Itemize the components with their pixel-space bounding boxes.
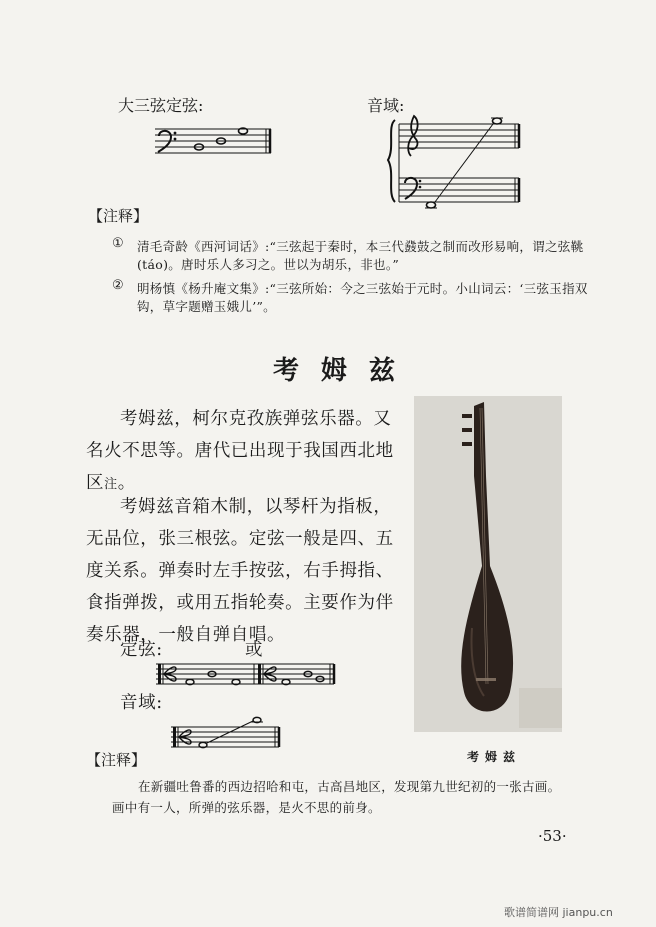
- photo-caption: 考姆兹: [467, 750, 522, 764]
- section-title: 考姆兹: [273, 356, 418, 386]
- page-number: ·53·: [538, 827, 567, 845]
- komuz-range-staff: [171, 725, 283, 751]
- komuz-tuning-label: 定弦:: [120, 640, 163, 660]
- paragraph-line: 考姆兹，柯尔克孜族弹弦乐器。又: [120, 409, 392, 429]
- watermark: 歌谱简谱网 jianpu.cn: [504, 906, 613, 919]
- note-number: ①: [112, 236, 124, 251]
- note-text: 钩，草字题赠玉娥儿’”。: [137, 299, 276, 314]
- paragraph-line: 考姆兹音箱木制，以琴杆为指板，: [120, 497, 392, 517]
- note-text: 清毛奇龄《西河词话》:“三弦起于秦时，本三代鼗鼓之制而改形易响，谓之弦鞉: [137, 239, 584, 254]
- paragraph-line: 奏乐器，一般自弹自唱。: [86, 625, 286, 645]
- komuz-photo: [414, 396, 562, 732]
- paragraph-line: 区注。: [86, 473, 136, 493]
- notes-heading-top: 【注释】: [88, 207, 149, 225]
- note-text: 在新疆吐鲁番的西边招哈和屯，古高昌地区，发现第九世纪初的一张古画。: [138, 779, 561, 794]
- paragraph-line: 无品位，张三根弦。定弦一般是四、五: [86, 529, 394, 549]
- note: [427, 202, 436, 208]
- note-text: 明杨慎《杨升庵文集》:“三弦所始：今之三弦始于元时。小山词云：‘三弦玉指双: [137, 281, 588, 296]
- or-label: 或: [245, 640, 264, 660]
- sanxian-range-label: 音域:: [367, 96, 405, 115]
- sanxian-tuning-staff: [155, 127, 275, 157]
- paragraph-line: 食指弹拨，或用五指轮奏。主要作为伴: [86, 593, 394, 613]
- notes-heading-bottom: 【注释】: [86, 751, 147, 769]
- sanxian-range-grand-staff: [385, 112, 525, 208]
- note-text: (táo)。唐时乐人多习之。世以为胡乐，非也。”: [137, 257, 400, 272]
- paragraph-line: 度关系。弹奏时左手按弦，右手拇指、: [86, 561, 394, 581]
- sanxian-tuning-label: 大三弦定弦:: [118, 96, 204, 115]
- note-text: 画中有一人，所弹的弦乐器，是火不思的前身。: [112, 800, 381, 815]
- komuz-instrument-drawing: [414, 396, 562, 732]
- footnote-mark: 注: [104, 477, 118, 492]
- komuz-tuning-staff: [156, 663, 338, 689]
- note-number: ②: [112, 278, 124, 293]
- note: [493, 118, 502, 124]
- paragraph-line: 名火不思等。唐代已出现于我国西北地: [86, 441, 394, 461]
- komuz-range-label: 音域:: [120, 693, 163, 713]
